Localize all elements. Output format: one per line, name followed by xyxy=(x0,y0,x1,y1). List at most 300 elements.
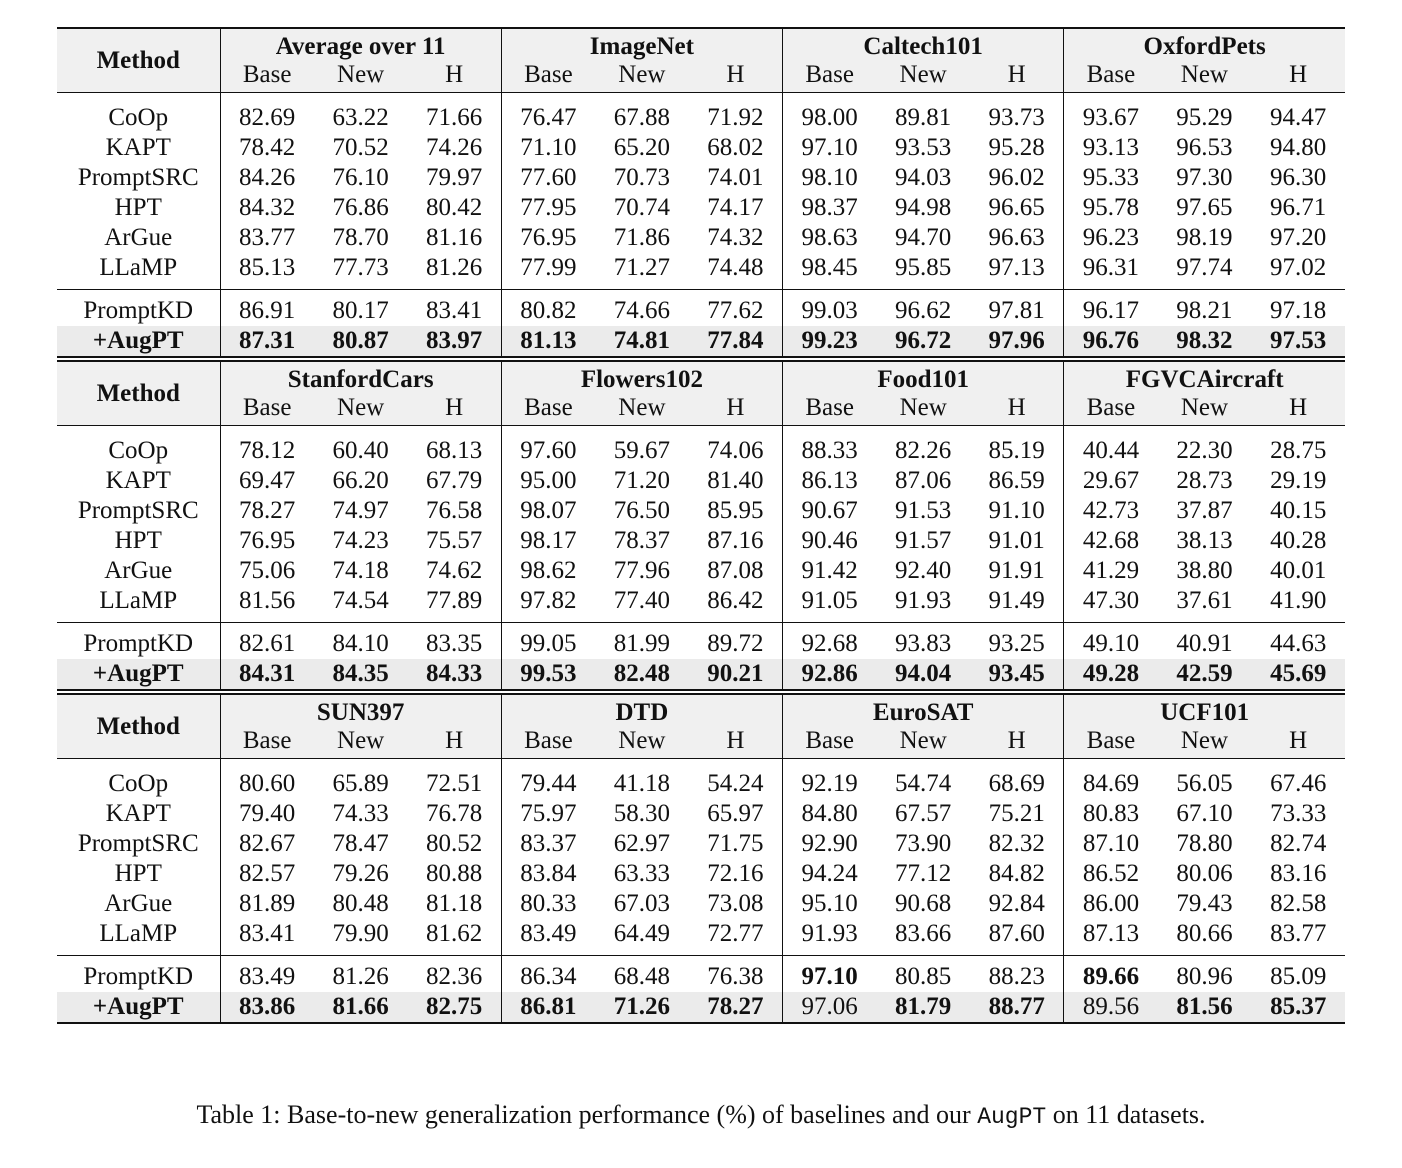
value-cell: 68.48 xyxy=(613,963,671,990)
value-cell: 83.66 xyxy=(895,920,952,947)
metric-header: New xyxy=(1180,61,1228,88)
value-cell: 74.26 xyxy=(426,134,483,161)
value-cell: 92.84 xyxy=(988,890,1045,917)
value-cell: 92.86 xyxy=(783,659,877,689)
table-row xyxy=(57,556,1345,586)
value-cell: 77.40 xyxy=(613,587,671,614)
value-cell: 90.68 xyxy=(895,890,952,917)
value-cell: 84.82 xyxy=(988,860,1045,887)
value-cell: 84.32 xyxy=(220,193,314,223)
value-cell: 97.74 xyxy=(1176,254,1233,281)
value-cell: 49.28 xyxy=(1064,659,1158,689)
value-cell: 65.97 xyxy=(707,800,764,827)
value-cell: 97.65 xyxy=(1176,194,1233,221)
value-cell: 75.06 xyxy=(220,556,314,586)
metric-header: New xyxy=(1180,727,1229,754)
value-cell: 97.96 xyxy=(970,326,1064,356)
value-cell: 83.49 xyxy=(220,962,314,992)
table-caption xyxy=(0,1100,1402,1130)
value-cell: 65.89 xyxy=(332,770,389,797)
value-cell: 65.20 xyxy=(613,134,670,161)
method-name: LLaMP xyxy=(99,254,178,281)
value-cell: 96.72 xyxy=(876,326,970,356)
value-cell: 96.71 xyxy=(1270,194,1327,221)
value-cell: 41.18 xyxy=(613,770,671,797)
value-cell: 83.35 xyxy=(426,630,483,657)
value-cell: 80.96 xyxy=(1176,963,1233,990)
value-cell: 66.20 xyxy=(332,467,389,494)
method-name: LLaMP xyxy=(99,587,178,614)
method-name: KAPT xyxy=(105,467,171,494)
table-row xyxy=(57,769,1345,799)
value-cell: 59.67 xyxy=(613,437,671,464)
metric-header: New xyxy=(899,394,947,421)
metric-header: New xyxy=(618,727,666,754)
table-block xyxy=(57,27,1345,356)
table-row xyxy=(57,859,1345,889)
value-cell: 86.42 xyxy=(707,587,764,614)
dataset-header: Average over 11 xyxy=(220,28,501,61)
table-row xyxy=(57,962,1345,992)
value-cell: 91.93 xyxy=(895,587,952,614)
value-cell: 42.59 xyxy=(1158,659,1252,689)
value-cell: 42.73 xyxy=(1064,496,1158,526)
value-cell: 74.06 xyxy=(707,437,764,464)
value-cell: 37.61 xyxy=(1176,587,1233,614)
spacer-row xyxy=(57,426,1345,437)
value-cell: 73.90 xyxy=(895,830,952,857)
value-cell: 81.40 xyxy=(707,467,764,494)
value-cell: 70.74 xyxy=(613,194,670,221)
value-cell: 77.73 xyxy=(332,254,389,281)
value-cell: 88.23 xyxy=(988,963,1045,990)
value-cell: 83.16 xyxy=(1270,860,1327,887)
value-cell: 81.89 xyxy=(220,889,314,919)
table-row xyxy=(57,163,1345,193)
metric-header: H xyxy=(445,61,464,88)
metric-header: Base xyxy=(1064,394,1158,426)
metric-header: H xyxy=(1289,61,1308,88)
value-cell: 70.52 xyxy=(332,134,389,161)
value-cell: 82.57 xyxy=(220,859,314,889)
value-cell: 80.42 xyxy=(426,194,483,221)
value-cell: 80.60 xyxy=(220,769,314,799)
value-cell: 98.00 xyxy=(783,103,877,133)
value-cell: 76.86 xyxy=(332,194,389,221)
value-cell: 81.99 xyxy=(613,630,671,657)
value-cell: 98.45 xyxy=(783,253,877,283)
value-cell: 54.74 xyxy=(895,770,952,797)
value-cell: 77.62 xyxy=(707,297,764,324)
value-cell: 82.32 xyxy=(988,830,1045,857)
value-cell: 99.05 xyxy=(501,629,595,659)
method-name: PromptKD xyxy=(83,963,194,990)
value-cell: 93.45 xyxy=(970,659,1064,689)
value-cell: 74.66 xyxy=(613,297,670,324)
method-name: PromptSRC xyxy=(77,497,199,524)
value-cell: 49.10 xyxy=(1064,629,1158,659)
caption-text-after: on 11 datasets. xyxy=(1046,1100,1206,1129)
value-cell: 82.36 xyxy=(426,963,483,990)
value-cell: 92.19 xyxy=(783,769,877,799)
value-cell: 95.78 xyxy=(1064,193,1158,223)
value-cell: 78.12 xyxy=(220,436,314,466)
value-cell: 87.13 xyxy=(1064,919,1158,949)
value-cell: 84.33 xyxy=(408,659,502,689)
value-cell: 86.59 xyxy=(988,467,1045,494)
value-cell: 78.27 xyxy=(689,992,783,1023)
value-cell: 82.61 xyxy=(220,629,314,659)
value-cell: 78.42 xyxy=(220,133,314,163)
value-cell: 80.83 xyxy=(1064,799,1158,829)
value-cell: 89.72 xyxy=(707,630,764,657)
value-cell: 76.58 xyxy=(426,497,483,524)
value-cell: 87.16 xyxy=(707,527,764,554)
value-cell: 70.73 xyxy=(613,164,670,191)
value-cell: 94.70 xyxy=(895,224,952,251)
method-name: HPT xyxy=(114,860,162,887)
value-cell: 78.70 xyxy=(332,224,389,251)
method-header: Method xyxy=(96,46,180,74)
value-cell: 82.48 xyxy=(595,659,689,689)
metric-header: Base xyxy=(220,394,314,426)
header-row-datasets xyxy=(57,362,1345,394)
value-cell: 91.10 xyxy=(988,497,1045,524)
value-cell: 71.27 xyxy=(613,254,670,281)
value-cell: 96.62 xyxy=(895,297,952,324)
value-cell: 72.16 xyxy=(707,860,764,887)
method-name: PromptKD xyxy=(83,630,194,657)
value-cell: 80.52 xyxy=(426,830,483,857)
value-cell: 74.97 xyxy=(332,497,389,524)
metric-header: New xyxy=(618,394,666,421)
value-cell: 86.00 xyxy=(1064,889,1158,919)
metric-header: Base xyxy=(220,61,314,93)
value-cell: 41.90 xyxy=(1270,587,1327,614)
method-name: PromptSRC xyxy=(77,164,199,191)
value-cell: 80.33 xyxy=(501,889,595,919)
value-cell: 80.17 xyxy=(332,297,389,324)
metric-header: Base xyxy=(501,61,595,93)
value-cell: 79.44 xyxy=(501,769,595,799)
value-cell: 94.47 xyxy=(1270,104,1327,131)
value-cell: 93.73 xyxy=(988,104,1045,131)
value-cell: 71.20 xyxy=(613,467,671,494)
value-cell: 77.96 xyxy=(613,557,671,584)
metric-header: Base xyxy=(220,727,314,759)
value-cell: 72.77 xyxy=(707,920,764,947)
value-cell: 76.78 xyxy=(426,800,483,827)
dataset-header: EuroSAT xyxy=(783,695,1064,727)
value-cell: 73.33 xyxy=(1270,800,1327,827)
metric-header: H xyxy=(726,394,745,421)
dataset-header: UCF101 xyxy=(1064,695,1345,727)
table-row xyxy=(57,436,1345,466)
value-cell: 81.26 xyxy=(426,254,483,281)
value-cell: 38.80 xyxy=(1176,557,1233,584)
value-cell: 94.24 xyxy=(783,859,877,889)
value-cell: 80.87 xyxy=(314,326,408,356)
value-cell: 97.02 xyxy=(1270,254,1327,281)
caption-text-before: Table 1: Base-to-new generalization performance (%) of baselines and our xyxy=(196,1100,978,1129)
value-cell: 58.30 xyxy=(613,800,671,827)
value-cell: 97.81 xyxy=(988,297,1045,324)
value-cell: 37.87 xyxy=(1176,497,1233,524)
method-name: KAPT xyxy=(105,800,171,827)
value-cell: 72.51 xyxy=(426,770,483,797)
value-cell: 81.79 xyxy=(876,992,970,1023)
metric-header: Base xyxy=(783,61,877,93)
value-cell: 94.04 xyxy=(876,659,970,689)
metric-header: New xyxy=(337,727,385,754)
value-cell: 98.32 xyxy=(1158,326,1252,356)
value-cell: 76.47 xyxy=(501,103,595,133)
metric-header: Base xyxy=(1064,727,1158,759)
value-cell: 76.95 xyxy=(220,526,314,556)
dataset-header: ImageNet xyxy=(501,28,782,61)
table-row xyxy=(57,586,1345,616)
value-cell: 77.12 xyxy=(895,860,952,887)
value-cell: 91.42 xyxy=(783,556,877,586)
value-cell: 96.17 xyxy=(1064,296,1158,326)
value-cell: 81.56 xyxy=(1158,992,1252,1023)
value-cell: 28.75 xyxy=(1270,437,1327,464)
header-row-metrics xyxy=(57,727,1345,759)
value-cell: 74.23 xyxy=(332,527,389,554)
dataset-header: FGVCAircraft xyxy=(1064,362,1345,394)
value-cell: 60.40 xyxy=(332,437,389,464)
metric-header: H xyxy=(1007,61,1026,88)
metric-header: New xyxy=(899,61,947,88)
value-cell: 83.77 xyxy=(220,223,314,253)
value-cell: 95.33 xyxy=(1064,163,1158,193)
value-cell: 67.46 xyxy=(1270,770,1327,797)
value-cell: 90.21 xyxy=(689,659,783,689)
value-cell: 79.26 xyxy=(332,860,389,887)
value-cell: 87.08 xyxy=(707,557,764,584)
value-cell: 98.37 xyxy=(783,193,877,223)
value-cell: 78.47 xyxy=(332,830,389,857)
value-cell: 98.63 xyxy=(783,223,877,253)
value-cell: 97.10 xyxy=(783,133,877,163)
metric-header: New xyxy=(1180,394,1229,421)
value-cell: 83.41 xyxy=(426,297,483,324)
value-cell: 68.13 xyxy=(426,437,483,464)
method-name: CoOp xyxy=(108,437,169,464)
table-row xyxy=(57,193,1345,223)
value-cell: 93.83 xyxy=(895,630,952,657)
value-cell: 83.49 xyxy=(501,919,595,949)
value-cell: 79.40 xyxy=(220,799,314,829)
method-name: HPT xyxy=(114,527,162,554)
value-cell: 40.01 xyxy=(1270,557,1327,584)
value-cell: 67.03 xyxy=(613,890,671,917)
value-cell: 86.13 xyxy=(783,466,877,496)
value-cell: 92.90 xyxy=(783,829,877,859)
value-cell: 78.27 xyxy=(220,496,314,526)
value-cell: 67.57 xyxy=(895,800,952,827)
value-cell: 92.68 xyxy=(783,629,877,659)
value-cell: 99.03 xyxy=(783,296,877,326)
method-name: ArGue xyxy=(104,890,173,917)
value-cell: 96.65 xyxy=(988,194,1045,221)
value-cell: 94.98 xyxy=(895,194,952,221)
value-cell: 77.84 xyxy=(689,326,783,356)
value-cell: 89.81 xyxy=(895,104,952,131)
value-cell: 71.26 xyxy=(595,992,689,1023)
value-cell: 83.77 xyxy=(1270,920,1327,947)
value-cell: 76.50 xyxy=(613,497,671,524)
value-cell: 77.60 xyxy=(501,163,595,193)
table-row xyxy=(57,103,1345,133)
metric-header: H xyxy=(726,727,745,754)
value-cell: 93.25 xyxy=(988,630,1045,657)
value-cell: 82.58 xyxy=(1270,890,1327,917)
metric-header: H xyxy=(445,727,464,754)
value-cell: 96.02 xyxy=(988,164,1045,191)
dataset-header: Food101 xyxy=(783,362,1064,394)
value-cell: 40.15 xyxy=(1270,497,1327,524)
method-name: ArGue xyxy=(104,557,173,584)
metric-header: New xyxy=(337,61,385,88)
value-cell: 96.23 xyxy=(1064,223,1158,253)
value-cell: 54.24 xyxy=(707,770,764,797)
header-row-metrics xyxy=(57,61,1345,93)
table-row xyxy=(57,296,1345,326)
value-cell: 78.80 xyxy=(1176,830,1233,857)
value-cell: 42.68 xyxy=(1064,526,1158,556)
method-name: PromptSRC xyxy=(77,830,199,857)
value-cell: 63.22 xyxy=(332,104,389,131)
value-cell: 78.37 xyxy=(613,527,671,554)
value-cell: 62.97 xyxy=(613,830,671,857)
table-row xyxy=(57,496,1345,526)
value-cell: 97.18 xyxy=(1270,297,1327,324)
metric-header: H xyxy=(445,394,464,421)
value-cell: 69.47 xyxy=(220,466,314,496)
value-cell: 85.19 xyxy=(988,437,1045,464)
value-cell: 85.95 xyxy=(707,497,764,524)
value-cell: 86.52 xyxy=(1064,859,1158,889)
value-cell: 90.67 xyxy=(783,496,877,526)
method-name: LLaMP xyxy=(99,920,178,947)
value-cell: 82.69 xyxy=(220,103,314,133)
value-cell: 97.20 xyxy=(1270,224,1327,251)
value-cell: 99.23 xyxy=(783,326,877,356)
metric-header: H xyxy=(726,61,745,88)
value-cell: 76.95 xyxy=(501,223,595,253)
value-cell: 91.05 xyxy=(783,586,877,616)
value-cell: 98.07 xyxy=(501,496,595,526)
value-cell: 81.16 xyxy=(426,224,483,251)
value-cell: 81.26 xyxy=(332,963,389,990)
value-cell: 84.35 xyxy=(314,659,408,689)
value-cell: 99.53 xyxy=(501,659,595,689)
value-cell: 87.10 xyxy=(1064,829,1158,859)
value-cell: 40.91 xyxy=(1176,630,1233,657)
table-row xyxy=(57,326,1345,356)
table-row xyxy=(57,133,1345,163)
value-cell: 82.67 xyxy=(220,829,314,859)
value-cell: 96.53 xyxy=(1176,134,1233,161)
value-cell: 28.73 xyxy=(1176,467,1233,494)
value-cell: 79.97 xyxy=(426,164,483,191)
method-name: PromptKD xyxy=(83,297,194,324)
value-cell: 94.80 xyxy=(1270,134,1327,161)
value-cell: 82.26 xyxy=(895,437,952,464)
value-cell: 75.57 xyxy=(426,527,483,554)
value-cell: 91.53 xyxy=(895,497,952,524)
metric-header: New xyxy=(618,61,666,88)
value-cell: 64.49 xyxy=(613,920,671,947)
value-cell: 40.44 xyxy=(1064,436,1158,466)
value-cell: 85.09 xyxy=(1270,963,1327,990)
value-cell: 95.29 xyxy=(1176,104,1233,131)
value-cell: 76.38 xyxy=(707,963,764,990)
value-cell: 38.13 xyxy=(1176,527,1233,554)
value-cell: 85.13 xyxy=(220,253,314,283)
value-cell: 83.86 xyxy=(220,992,314,1023)
value-cell: 40.28 xyxy=(1270,527,1327,554)
value-cell: 44.63 xyxy=(1270,630,1327,657)
value-cell: 80.82 xyxy=(501,296,595,326)
value-cell: 89.56 xyxy=(1064,992,1158,1023)
value-cell: 88.33 xyxy=(783,436,877,466)
value-cell: 80.06 xyxy=(1176,860,1233,887)
method-name: +AugPT xyxy=(57,326,220,356)
value-cell: 81.62 xyxy=(426,920,483,947)
value-cell: 93.53 xyxy=(895,134,952,161)
value-cell: 96.31 xyxy=(1064,253,1158,283)
value-cell: 87.06 xyxy=(895,467,952,494)
value-cell: 91.91 xyxy=(988,557,1045,584)
value-cell: 97.60 xyxy=(501,436,595,466)
value-cell: 93.67 xyxy=(1064,103,1158,133)
table-row xyxy=(57,889,1345,919)
value-cell: 95.00 xyxy=(501,466,595,496)
value-cell: 29.67 xyxy=(1064,466,1158,496)
method-name: +AugPT xyxy=(57,992,220,1023)
value-cell: 83.84 xyxy=(501,859,595,889)
value-cell: 91.57 xyxy=(895,527,952,554)
results-table xyxy=(57,27,1345,1024)
value-cell: 68.02 xyxy=(707,134,764,161)
value-cell: 22.30 xyxy=(1176,437,1233,464)
value-cell: 91.93 xyxy=(783,919,877,949)
value-cell: 74.32 xyxy=(707,224,764,251)
value-cell: 56.05 xyxy=(1176,770,1233,797)
value-cell: 98.62 xyxy=(501,556,595,586)
header-row-metrics xyxy=(57,394,1345,426)
table-row xyxy=(57,466,1345,496)
value-cell: 87.31 xyxy=(220,326,314,356)
value-cell: 67.88 xyxy=(613,104,670,131)
method-header: Method xyxy=(96,712,180,740)
value-cell: 89.66 xyxy=(1064,962,1158,992)
value-cell: 74.81 xyxy=(595,326,689,356)
value-cell: 84.31 xyxy=(220,659,314,689)
value-cell: 75.21 xyxy=(988,800,1045,827)
metric-header: Base xyxy=(501,727,595,759)
metric-header: Base xyxy=(783,394,877,426)
value-cell: 84.69 xyxy=(1064,769,1158,799)
table-row xyxy=(57,223,1345,253)
method-name: +AugPT xyxy=(57,659,220,689)
value-cell: 80.88 xyxy=(426,860,483,887)
value-cell: 74.01 xyxy=(707,164,764,191)
value-cell: 95.85 xyxy=(895,254,952,281)
dataset-header: OxfordPets xyxy=(1064,28,1345,61)
